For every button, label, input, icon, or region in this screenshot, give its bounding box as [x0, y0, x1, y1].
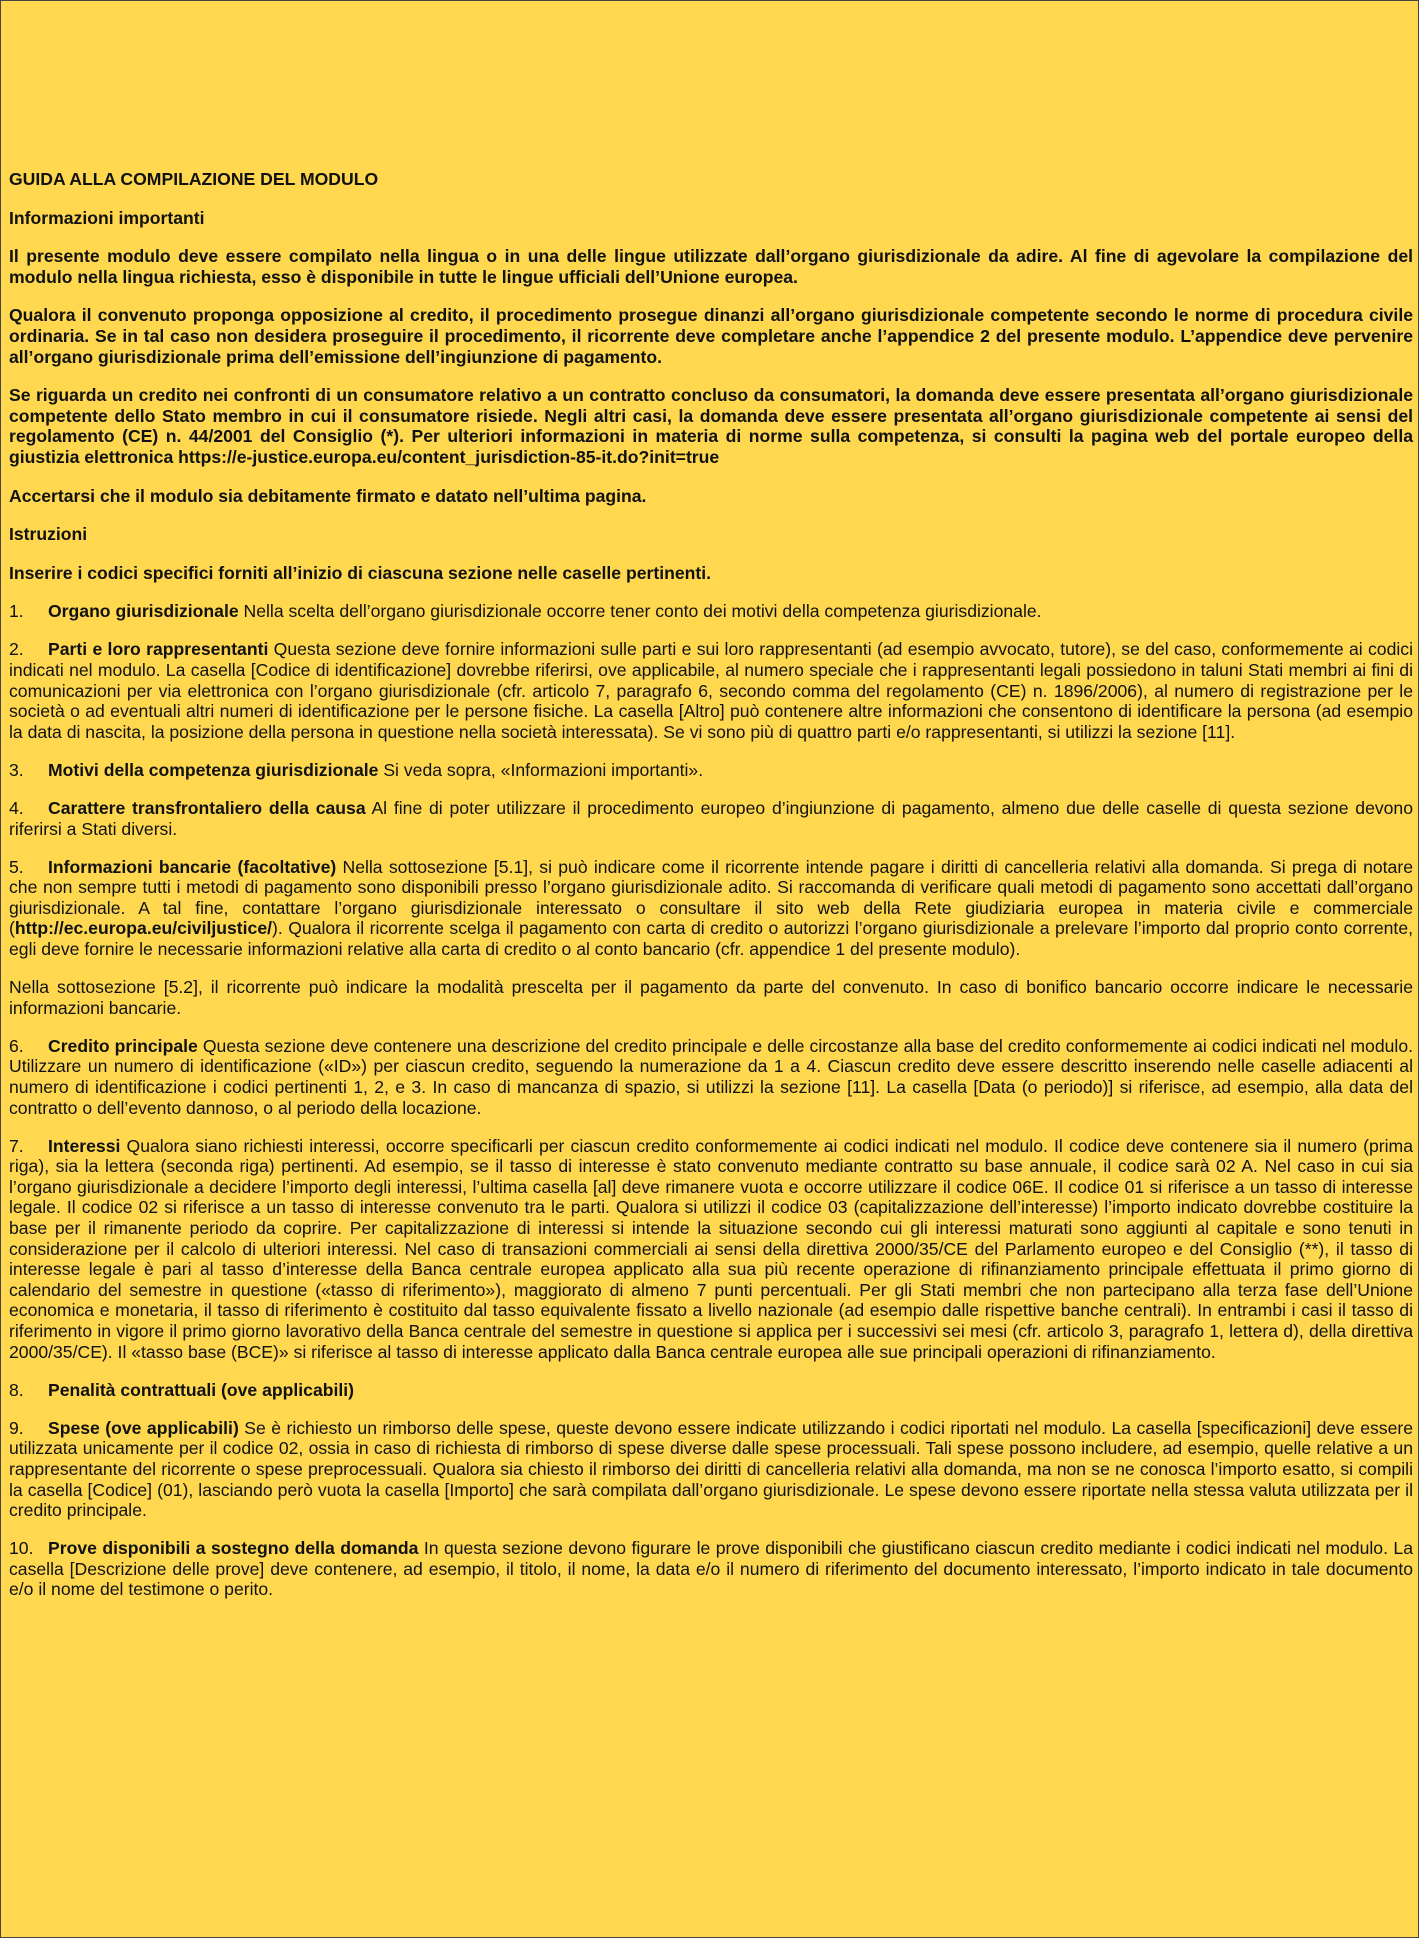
item-text: Questa sezione deve contenere una descrizione del credito principale e delle circostanze alla base del credito conformemente ai codici indicati nel modulo. Utilizzare un numero di identificazione («ID») per ciascun credito, seguendo la numerazione da 1 a 4. Ciascun credito deve essere descritto inserendo nelle caselle adiacenti al numero di identificazione i codici pertinenti 1, 2, e 3. In caso di mancanza di spazio, si utilizzi la sezione [11]. La casella [Data (o periodo)] si riferisce, ad esempio, alla data del contratto o dell’evento dannoso, o al periodo della locazione. — [9, 1035, 1413, 1118]
item-label: Motivi della competenza giurisdizionale — [48, 759, 379, 780]
item-text: ). Qualora il ricorrente scelga il pagamento con carta di credito o autorizzi l’organo giurisdizionale a prelevare l’importo dal proprio conto corrente, egli deve fornire le necessarie informazioni relative alla carta di credito o al conto bancario (cfr. appendice 1 del presente modulo). — [9, 918, 1413, 960]
document-title: GUIDA ALLA COMPILAZIONE DEL MODULO — [9, 169, 379, 189]
item-label: Interessi — [48, 1135, 121, 1156]
item-number: 5. — [9, 856, 24, 877]
important-paragraph: Qualora il convenuto proponga opposizione al credito, il procedimento prosegue dinanzi all’organo giurisdizionale competente secondo le norme di procedura civile ordinaria. Se in tal caso non desidera proseguire il procedimento, il ricorrente deve completare anche l’appendice 2 del presente modulo. L’appendice deve pervenire all’organo giurisdizionale prima dell’emissione dell’ingiunzione di pagamento. — [9, 305, 1413, 367]
item-label: Penalità contrattuali (ove applicabili) — [48, 1379, 355, 1400]
instruction-item-5 — [9, 857, 1413, 960]
civil-justice-link[interactable]: http://ec.europa.eu/civiljustice/ — [14, 918, 272, 939]
item-text: Se è richiesto un rimborso delle spese, queste devono essere indicate utilizzando i codici riportati nel modulo. La casella [specificazioni] deve essere utilizzata unicamente per il codice 02, ossia in caso di richiesta di rimborso di spese diverse dalle spese processuali. Tali spese possono includere, ad esempio, quelle relative a un rappresentante del ricorrente o spese preprocessuali. Qualora sia chiesto il rimborso dei diritti di cancelleria relativi alla domanda, ma non se ne conosca l’importo esatto, si compili la casella [Codice] (01), lasciando però vuota la casella [Importo] che sarà compilata dall’organo giurisdizionale. Le spese devono essere riportate nella stessa valuta utilizzata per il credito principale. — [9, 1417, 1413, 1521]
instruction-item-3 — [9, 760, 1413, 781]
instruction-item-9 — [9, 1418, 1413, 1521]
item-label: Parti e loro rappresentanti — [48, 639, 269, 660]
item-number: 1. — [9, 601, 24, 622]
item-text: Questa sezione deve fornire informazioni sulle parti e sui loro rappresentanti (ad esempio avvocato, tutore), se del caso, conformemente ai codici indicati nel modulo. La casella [Codice di identificazione] dovrebbe riferirsi, ove applicabile, al numero speciale che i rappresentanti legali possiedono in taluni Stati membri ai fini di comunicazioni per via elettronica con l’organo giurisdizionale (cfr. articolo 7, paragrafo 6, secondo comma del regolamento (CE) n. 1896/2006), al numero di registrazione per le società o ad eventuali altri numeri di identificazione per le persone fisiche. La casella [Altro] può contenere altre informazioni che consentono di identificare la persona (ad esempio la data di nascita, la posizione della persona in questione nella società interessata). Se vi sono più di quattro parti e/o rappresentanti, si utilizzi la sezione [11]. — [9, 639, 1413, 742]
item-text: Nella sottosezione [5.1], si può indicare come il ricorrente intende pagare i diritti di cancelleria relativi alla domanda. Si prega di notare che non sempre tutti i metodi di pagamento sono disponibili presso l’organo giurisdizionale adito. Si raccomanda di verificare quali metodi di pagamento sono accettati dall’organo giurisdizionale. A tal fine, contattare l’organo giurisdizionale interessato o consultare il sito web della Rete giudiziaria europea in materia civile e commerciale ( — [9, 856, 1413, 939]
important-paragraph: Accertarsi che il modulo sia debitamente firmato e datato nell’ultima pagina. — [9, 485, 647, 506]
important-heading: Informazioni importanti — [9, 207, 205, 228]
instructions-intro: Inserire i codici specifici forniti all’inizio di ciascuna sezione nelle caselle pertinenti. — [9, 562, 712, 583]
item-number: 8. — [9, 1379, 24, 1400]
instruction-item-5-extra: Nella sottosezione [5.2], il ricorrente può indicare la modalità prescelta per il pagamento da parte del convenuto. In caso di bonifico bancario occorre indicare le necessarie informazioni bancarie. — [9, 977, 1413, 1018]
item-label: Informazioni bancarie (facoltative) — [48, 856, 337, 877]
item-label: Spese (ove applicabili) — [48, 1417, 239, 1438]
item-label: Credito principale — [48, 1035, 198, 1056]
item-text: Al fine di poter utilizzare il procedimento europeo d’ingiunzione di pagamento, almeno due delle caselle di questa sezione devono riferirsi a Stati diversi. — [9, 797, 1414, 839]
instruction-item-6 — [9, 1036, 1413, 1118]
instruction-item-1 — [9, 601, 1413, 622]
document-body — [9, 169, 1413, 1618]
instruction-item-2 — [9, 639, 1413, 742]
item-number: 6. — [9, 1035, 24, 1056]
instruction-item-7 — [9, 1136, 1413, 1363]
item-number: 10. — [9, 1538, 34, 1559]
instruction-item-10 — [9, 1538, 1413, 1600]
item-number: 2. — [9, 639, 24, 660]
important-paragraph: Se riguarda un credito nei confronti di un consumatore relativo a un contratto concluso da consumatori, la domanda deve essere presentata all’organo giurisdizionale competente dello Stato membro in cui il consumatore risiede. Negli altri casi, la domanda deve essere presentata all’organo giurisdizionale competente ai sensi del regolamento (CE) n. 44/2001 del Consiglio (*). Per ulteriori informazioni in materia di norme sulla competenza, si consulti la pagina web del portale europeo della giustizia elettronica https://e-justice.europa.eu/content_jurisdiction-85-it.do?init=true — [9, 385, 1413, 467]
item-label: Organo giurisdizionale — [48, 601, 239, 622]
item-number: 9. — [9, 1417, 24, 1438]
instruction-item-8 — [9, 1380, 1413, 1401]
item-text: In questa sezione devono figurare le prove disponibili che giustificano ciascun credito mediante i codici indicati nel modulo. La casella [Descrizione delle prove] deve contenere, ad esempio, il titolo, il nome, la data e/o il numero di riferimento del documento interessato, l’importo indicato in tale documento e/o il nome del testimone o perito. — [9, 1538, 1413, 1600]
instruction-item-4 — [9, 798, 1413, 839]
important-paragraph: Il presente modulo deve essere compilato nella lingua o in una delle lingue utilizzate dall’organo giurisdizionale da adire. Al fine di agevolare la compilazione del modulo nella lingua richiesta, esso è disponibile in tutte le lingue ufficiali dell’Unione europea. — [9, 246, 1413, 287]
item-label: Prove disponibili a sostegno della domanda — [48, 1538, 419, 1559]
item-number: 4. — [9, 797, 24, 818]
item-text: Si veda sopra, «Informazioni importanti». — [378, 759, 704, 780]
item-text: Nella scelta dell’organo giurisdizionale occorre tener conto dei motivi della competenza giurisdizionale. — [238, 601, 1042, 622]
item-number: 3. — [9, 759, 24, 780]
instructions-heading: Istruzioni — [9, 524, 88, 545]
item-number: 7. — [9, 1135, 24, 1156]
item-label: Carattere transfrontaliero della causa — [48, 797, 366, 818]
item-text: Qualora siano richiesti interessi, occorre specificarli per ciascun credito conformemente ai codici indicati nel modulo. Il codice deve contenere sia il numero (prima riga), sia la lettera (seconda riga) pertinenti. Ad esempio, se il tasso di interesse è stato convenuto mediante contratto su base annuale, il codice sarà 02 A. Nel caso in cui sia l’organo giurisdizionale a decidere l’importo degli interessi, l’ultima casella [al] deve rimanere vuota e occorre utilizzare il codice 06E. Il codice 01 si riferisce a un tasso di interesse legale. Il codice 02 si riferisce a un tasso di interesse convenuto tra le parti. Qualora si utilizzi il codice 03 (capitalizzazione dell’interesse) l’importo indicato dovrebbe costituire la base per il rimanente periodo da coprire. Per capitalizzazione di interessi si intende la situazione secondo cui gli interessi maturati sono aggiunti al capitale e sono tenuti in considerazione per il calcolo di ulteriori interessi. Nel caso di transazioni commerciali ai sensi della direttiva 2000/35/CE del Parlamento europeo e del Consiglio (**), il tasso di interesse legale è pari al tasso d’interesse della Banca centrale europea applicato alla sua più recente operazione di rifinanziamento principale effettuata il primo giorno di calendario del semestre in questione («tasso di riferimento»), maggiorato di almeno 7 punti percentuali. Per gli Stati membri che non partecipano alla terza fase dell’Unione economica e monetaria, il tasso di riferimento è costituito dal tasso equivalente fissato a livello nazionale (ad esempio dalle rispettive banche centrali). In entrambi i casi il tasso di riferimento in vigore il primo giorno lavorativo della Banca centrale del semestre in questione si applica per i successivi sei mesi (cfr. articolo 3, paragrafo 1, lettera d), della direttiva 2000/35/CE). Il «tasso base (BCE)» si riferisce al tasso di interesse applicato dalla Banca centrale europea alle sue principali operazioni di rifinanziamento. — [9, 1135, 1413, 1362]
